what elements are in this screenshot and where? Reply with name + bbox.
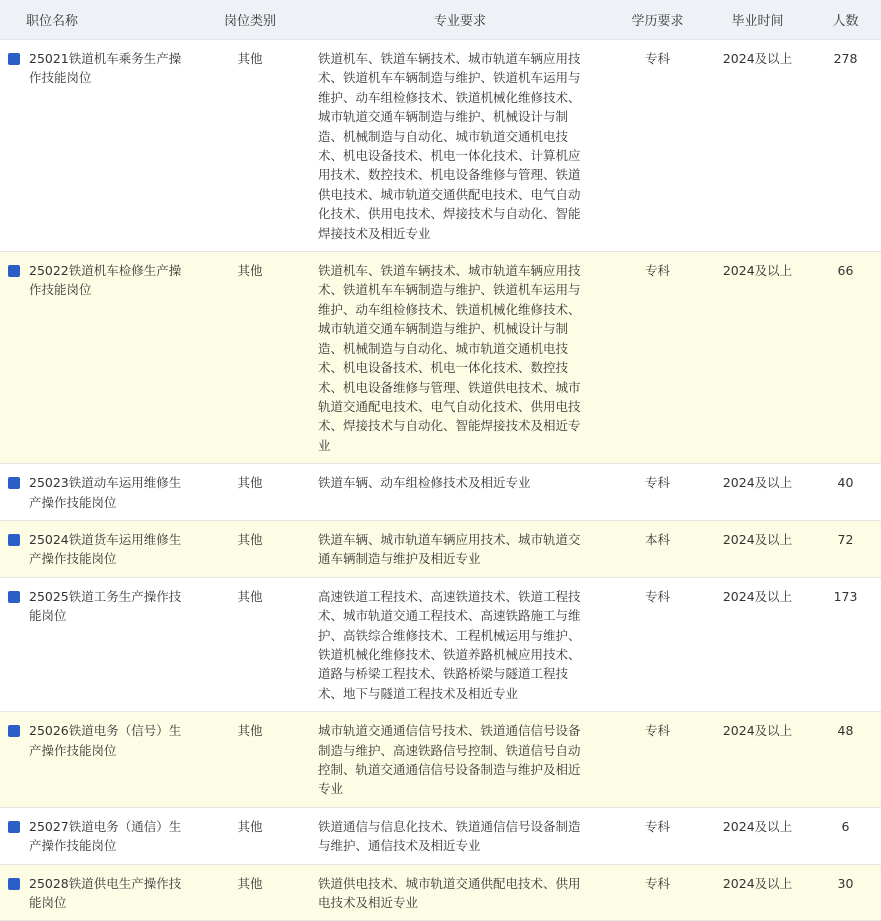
square-bullet-icon [8,591,20,603]
major-requirement: 铁道机车、铁道车辆技术、城市轨道车辆应用技术、铁道机车车辆制造与维护、铁道机车运用与维护、动车组检修技术、铁道机械化维修技术、城市轨道交通车辆制造与维护、机械设计与制造、机械制造与自动化、城市轨道交通机电技术、机电设备技术、机电一体化技术、计算机应用技术、数控技术、机电设备维修与管理、铁道供电技术、城市轨道交通供配电技术、电气自动化技术、供用电技术、焊接技术与自动化、智能焊接技术及相近专业 [310,40,610,252]
table-row [0,40,881,252]
square-bullet-icon [8,534,20,546]
graduation-time: 2024及以上 [705,807,810,864]
table-row [0,464,881,521]
position-type: 其他 [190,577,310,711]
position-name: 25024铁道货车运用维修生产操作技能岗位 [29,531,182,567]
table-row [0,712,881,808]
position-name-cell [0,807,190,864]
square-bullet-icon [8,53,20,65]
square-bullet-icon [8,821,20,833]
headcount: 66 [810,252,881,464]
header-major[interactable]: 专业要求 [310,0,610,40]
graduation-time: 2024及以上 [705,252,810,464]
graduation-time: 2024及以上 [705,864,810,921]
table-row [0,577,881,711]
header-row [0,0,881,40]
position-type: 其他 [190,464,310,521]
position-name-cell [0,864,190,921]
education-requirement: 本科 [610,520,705,577]
major-requirement: 铁道机车、铁道车辆技术、城市轨道车辆应用技术、铁道机车车辆制造与维护、铁道机车运用与维护、动车组检修技术、铁道机械化维修技术、城市轨道交通车辆制造与维护、机械设计与制造、机械制造与自动化、城市轨道交通机电技术、机电设备技术、机电一体化技术、数控技术、机电设备维修与管理、铁道供电技术、城市轨道交通配电技术、电气自动化技术、供用电技术、焊接技术与自动化、智能焊接技术及相近专业 [310,252,610,464]
position-type: 其他 [190,864,310,921]
table-row [0,807,881,864]
position-name: 25025铁道工务生产操作技能岗位 [29,588,182,624]
square-bullet-icon [8,265,20,277]
education-requirement: 专科 [610,40,705,252]
header-type[interactable]: 岗位类别 [190,0,310,40]
square-bullet-icon [8,878,20,890]
graduation-time: 2024及以上 [705,577,810,711]
position-name: 25026铁道电务（信号）生产操作技能岗位 [29,723,182,758]
table-row [0,252,881,464]
header-count[interactable]: 人数 [810,0,881,40]
major-requirement: 铁道车辆、城市轨道车辆应用技术、城市轨道交通车辆制造与维护及相近专业 [310,520,610,577]
position-name: 25027铁道电务（通信）生产操作技能岗位 [29,818,182,854]
position-type: 其他 [190,712,310,808]
header-graduation-time[interactable]: 毕业时间 [705,0,810,40]
table-row [0,520,881,577]
headcount: 6 [810,807,881,864]
position-name-cell [0,464,190,521]
position-name-cell [0,40,190,252]
major-requirement: 铁道车辆、动车组检修技术及相近专业 [310,464,610,521]
header-name[interactable]: 职位名称 [0,0,190,40]
headcount: 30 [810,864,881,921]
graduation-time: 2024及以上 [705,464,810,521]
education-requirement: 专科 [610,864,705,921]
position-name: 25021铁道机车乘务生产操作技能岗位 [29,51,182,86]
graduation-time: 2024及以上 [705,520,810,577]
header-education[interactable]: 学历要求 [610,0,705,40]
table-row [0,864,881,921]
headcount: 48 [810,712,881,808]
major-requirement: 城市轨道交通通信信号技术、铁道通信信号设备制造与维护、高速铁路信号控制、铁道信号自动控制、轨道交通通信信号设备制造与维护及相近专业 [310,712,610,808]
position-name: 25028铁道供电生产操作技能岗位 [29,875,182,911]
position-name-cell [0,252,190,464]
position-type: 其他 [190,40,310,252]
position-name-cell [0,520,190,577]
graduation-time: 2024及以上 [705,40,810,252]
position-name-cell [0,577,190,711]
education-requirement: 专科 [610,464,705,521]
graduation-time: 2024及以上 [705,712,810,808]
position-type: 其他 [190,807,310,864]
education-requirement: 专科 [610,577,705,711]
position-name: 25022铁道机车检修生产操作技能岗位 [29,263,182,298]
education-requirement: 专科 [610,712,705,808]
major-requirement: 铁道供电技术、城市轨道交通供配电技术、供用电技术及相近专业 [310,864,610,921]
position-name: 25023铁道动车运用维修生产操作技能岗位 [29,475,182,510]
headcount: 40 [810,464,881,521]
major-requirement: 铁道通信与信息化技术、铁道通信信号设备制造与维护、通信技术及相近专业 [310,807,610,864]
headcount: 72 [810,520,881,577]
major-requirement: 高速铁道工程技术、高速铁道技术、铁道工程技术、城市轨道交通工程技术、高速铁路施工与维护、高铁综合维修技术、工程机械运用与维护、铁道机械化维修技术、铁道养路机械应用技术、道路与桥梁工程技术、铁路桥梁与隧道工程技术、地下与隧道工程技术及相近专业 [310,577,610,711]
square-bullet-icon [8,477,20,489]
headcount: 173 [810,577,881,711]
headcount: 278 [810,40,881,252]
education-requirement: 专科 [610,252,705,464]
square-bullet-icon [8,725,20,737]
position-type: 其他 [190,520,310,577]
education-requirement: 专科 [610,807,705,864]
position-name-cell [0,712,190,808]
position-type: 其他 [190,252,310,464]
